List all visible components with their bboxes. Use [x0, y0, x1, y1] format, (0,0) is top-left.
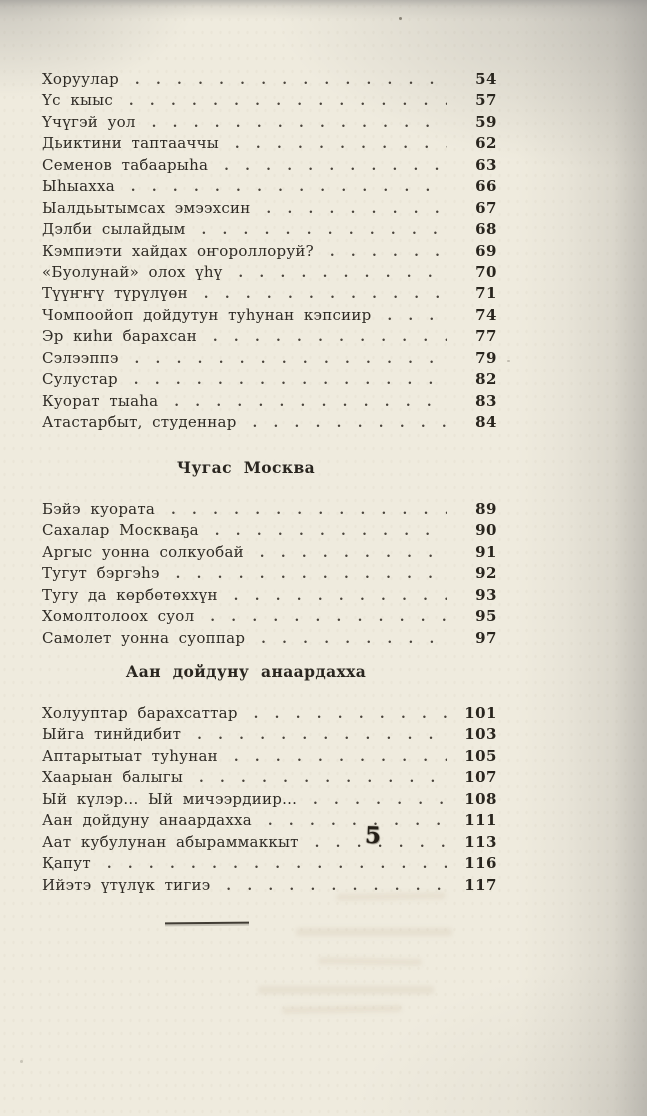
toc-entry-row [42, 113, 497, 134]
toc-section-aan-doiydunu-anaardakhkha [42, 704, 497, 897]
dot-leader [254, 707, 447, 722]
toc-entry-row [42, 177, 497, 198]
toc-entry-page-number: 71 [475, 284, 497, 303]
toc-entry-title: Кэмпиэти хайдах оҥороллоруй? [42, 241, 314, 260]
dot-leader [135, 73, 447, 88]
toc-entry-row [42, 370, 497, 391]
toc-entry-row [42, 220, 497, 241]
dot-leader [210, 610, 447, 625]
end-rule [165, 922, 249, 925]
toc-entry-page-number: 107 [464, 768, 497, 787]
dot-leader [204, 287, 447, 302]
toc-entry-page-number: 93 [475, 585, 497, 604]
toc-entry-page-number: 82 [475, 370, 497, 389]
toc-entry-row [42, 725, 497, 746]
toc-entry-title: Сулустар [42, 370, 118, 389]
toc-entry-title: Қапут [42, 854, 91, 873]
toc-entry-title: Атастарбыт, студеннар [42, 413, 237, 431]
toc-entry-title: Ыалдьытымсах эмээхсин [42, 198, 251, 217]
toc-entry-title: Холууптар барахсаттар [42, 704, 238, 722]
section-heading-chugas-moskva: Чугас Москва [176, 458, 316, 477]
toc-entry-row [42, 704, 497, 725]
toc-entry-title: Самолет уонна суоппар [42, 628, 246, 647]
toc-entry-title: Куорат тыаһа [42, 391, 159, 410]
toc-section-chugas-moskva [42, 500, 497, 650]
dot-leader [107, 857, 447, 872]
paper-speck [20, 1060, 23, 1063]
toc-entry-page-number: 68 [475, 220, 497, 239]
toc-entry-row [42, 242, 497, 263]
bleed-through-smudge [318, 957, 422, 966]
dot-leader [238, 266, 447, 281]
toc-entry-page-number: 116 [464, 854, 497, 873]
dot-leader [171, 503, 447, 518]
dot-leader [387, 309, 447, 324]
printer-signature-mark: 5 [364, 821, 382, 850]
toc-entry-title: Аптарытыат туһунан [42, 746, 218, 765]
toc-section-untitled [42, 70, 497, 434]
toc-entry-title: Ыйга тинйдибит [42, 725, 182, 744]
toc-entry-title: Хаарыан балыгы [42, 768, 184, 787]
bleed-through-smudge [336, 892, 446, 901]
toc-entry-page-number: 57 [475, 91, 497, 110]
paper-speck [507, 360, 510, 362]
toc-entry-page-number: 89 [475, 500, 497, 518]
bleed-through-smudge [282, 1005, 402, 1014]
toc-entry-title: Хоруулар [42, 70, 120, 88]
toc-entry-page-number: 92 [475, 564, 497, 583]
toc-entry-page-number: 108 [464, 789, 497, 808]
toc-entry-title: Эр киһи барахсан [42, 327, 197, 346]
toc-entry-page-number: 70 [475, 262, 497, 281]
toc-entry-row [42, 392, 497, 413]
toc-entry-row [42, 500, 497, 521]
toc-entry-page-number: 54 [475, 70, 497, 88]
toc-entry-row [42, 91, 497, 112]
dot-leader [215, 524, 447, 539]
bleed-through-smudge [296, 928, 452, 936]
dot-leader [224, 159, 447, 174]
toc-entry-title: Сахалар Москваҕа [42, 521, 199, 540]
toc-entry-title: Түүҥҥү түрүлүөн [42, 284, 188, 303]
toc-entry-title: Сэлээппэ [42, 348, 119, 367]
toc-entry-row [42, 629, 497, 650]
toc-entry-title: Ыһыахха [42, 177, 115, 196]
toc-entry-title: «Буолунай» олох үһү [42, 262, 223, 281]
dot-leader [313, 793, 447, 808]
toc-entry-row [42, 586, 497, 607]
toc-entry-row [42, 543, 497, 564]
dot-leader [234, 589, 447, 604]
toc-entry-title: Семенов табаарыһа [42, 155, 209, 174]
toc-entry-title: Ый күлэр... Ый мичээрдиир... [42, 789, 298, 808]
dot-leader [202, 223, 447, 238]
toc-entry-title: Бэйэ куората [42, 500, 156, 518]
dot-leader [174, 395, 447, 410]
toc-entry-page-number: 111 [464, 811, 497, 830]
toc-entry-row [42, 811, 497, 832]
toc-entry-row [42, 349, 497, 370]
toc-entry-page-number: 95 [475, 607, 497, 626]
toc-entry-title: Үчүгэй уол [42, 112, 136, 131]
dot-leader [152, 116, 447, 131]
toc-entry-page-number: 66 [475, 177, 497, 196]
toc-entry-row [42, 521, 497, 542]
toc-entry-row [42, 854, 497, 875]
toc-entry-row [42, 70, 497, 91]
toc-entry-title: Үс кыыс [42, 91, 113, 110]
toc-entry-title: Тугу да көрбөтөххүн [42, 585, 218, 604]
toc-entry-title: Дэлби сылайдым [42, 220, 186, 239]
toc-entry-title: Ийэтэ үтүлүк тигиэ [42, 875, 211, 894]
dot-leader [260, 546, 447, 561]
toc-entry-title: Аат кубулунан абыраммаккыт [42, 832, 299, 851]
dot-leader [176, 567, 447, 582]
dot-leader [235, 137, 447, 152]
toc-entry-page-number: 113 [464, 832, 497, 851]
toc-entry-title: Чомпоойоп дойдутун туһунан кэпсиир [42, 305, 372, 324]
toc-entry-page-number: 79 [475, 348, 497, 367]
dot-leader [226, 879, 447, 894]
dot-leader [213, 330, 447, 345]
dot-leader [330, 245, 447, 260]
dot-leader [129, 94, 447, 109]
toc-entry-page-number: 84 [475, 413, 497, 431]
dot-leader [135, 352, 447, 367]
toc-entry-title: Дьиктини таптааччы [42, 134, 219, 153]
toc-entry-page-number: 69 [475, 241, 497, 260]
toc-entry-row [42, 564, 497, 585]
toc-entry-row [42, 306, 497, 327]
toc-entry-page-number: 101 [464, 704, 497, 722]
toc-entry-page-number: 103 [464, 725, 497, 744]
toc-entry-page-number: 105 [464, 746, 497, 765]
toc-entry-page-number: 67 [475, 198, 497, 217]
toc-entry-row [42, 790, 497, 811]
toc-entry-row [42, 833, 497, 854]
toc-entry-row [42, 327, 497, 348]
toc-entry-page-number: 63 [475, 155, 497, 174]
toc-entry-title: Аан дойдуну анаардахха [42, 811, 252, 830]
toc-entry-page-number: 97 [475, 628, 497, 647]
toc-entry-page-number: 117 [464, 875, 497, 894]
dot-leader [197, 728, 447, 743]
bleed-through-smudge [258, 986, 434, 994]
dot-leader [131, 180, 447, 195]
toc-entry-row [42, 199, 497, 220]
toc-entry-title: Аргыс уонна солкуобай [42, 542, 244, 561]
toc-entry-row [42, 747, 497, 768]
toc-entry-title: Хомолтолоох суол [42, 607, 195, 626]
toc-entry-row [42, 156, 497, 177]
toc-entry-page-number: 62 [475, 134, 497, 153]
dot-leader [267, 202, 447, 217]
toc-entry-title: Тугут бэргэһэ [42, 564, 160, 583]
paper-speck [399, 17, 402, 20]
toc-entry-page-number: 74 [475, 305, 497, 324]
dot-leader [234, 750, 447, 765]
toc-entry-row [42, 134, 497, 155]
toc-entry-page-number: 90 [475, 521, 497, 540]
dot-leader [253, 416, 447, 431]
dot-leader [261, 632, 447, 647]
toc-entry-page-number: 59 [475, 112, 497, 131]
toc-entry-page-number: 83 [475, 391, 497, 410]
toc-entry-row [42, 284, 497, 305]
toc-entry-row [42, 413, 497, 434]
section-heading-aan-doiydunu-anaardakhkha: Аан дойдуну анаардахха [125, 662, 367, 681]
toc-entry-page-number: 91 [475, 542, 497, 561]
dot-leader [268, 814, 447, 829]
dot-leader [199, 771, 447, 786]
dot-leader [134, 373, 447, 388]
toc-entry-page-number: 77 [475, 327, 497, 346]
toc-entry-row [42, 768, 497, 789]
toc-entry-row [42, 607, 497, 628]
toc-entry-row [42, 263, 497, 284]
